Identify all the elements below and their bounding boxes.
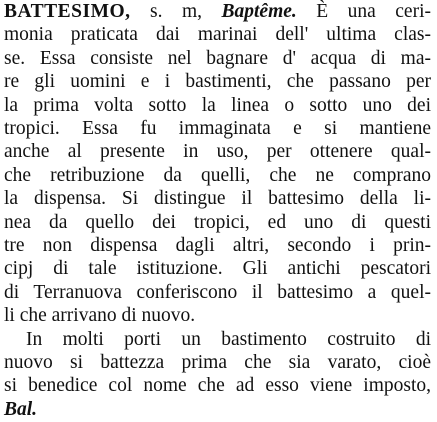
text-line: la prima volta sotto la linea o sotto uno dei — [4, 94, 431, 116]
entry-first-line — [4, 0, 431, 24]
first-line-text: È una ceri- — [296, 1, 431, 22]
text-line: tropici. Essa fu immaginata e si mantiene — [4, 118, 431, 139]
text-line: cipj di tale istituzione. Gli antichi pescatori — [4, 258, 431, 280]
text-line: nea da quello dei tropici, ed uno di questi — [4, 211, 431, 233]
text-line: di Terranuova conferiscono il battesimo a quel- — [4, 281, 431, 303]
paragraph2-line: nuovo si battezza prima che sia varato, cioè — [4, 352, 431, 373]
text-line: che retribuzione da quelli, che ne comprano — [4, 164, 431, 186]
text-line: li che arrivano di nuovo. — [4, 305, 196, 327]
grammar-label: s. m, — [130, 1, 222, 22]
source-abbreviation: Bal. — [4, 398, 38, 420]
headword: BATTESIMO, — [4, 1, 131, 22]
text-line: se. Essa consiste nel bagnare d' acqua di ma- — [4, 47, 431, 69]
french-equivalent: Baptême. — [221, 1, 297, 22]
paragraph2-line: si benedice col nome che ad esso viene imposto, — [4, 375, 431, 397]
paragraph2-line: In molti porti un bastimento costruito di — [26, 328, 431, 350]
text-line: re gli uomini e i bastimenti, che passano per — [4, 71, 431, 93]
text-line: monia praticata dai marinai dell' ultima clas- — [4, 24, 431, 46]
text-line: tre non dispensa dagli altri, secondo i prin- — [4, 235, 431, 256]
text-line: la dispensa. Si distingue il battesimo della li- — [4, 188, 431, 210]
source-line — [4, 398, 431, 422]
text-line: anche al presente in uso, per ottenere qual- — [4, 141, 431, 163]
